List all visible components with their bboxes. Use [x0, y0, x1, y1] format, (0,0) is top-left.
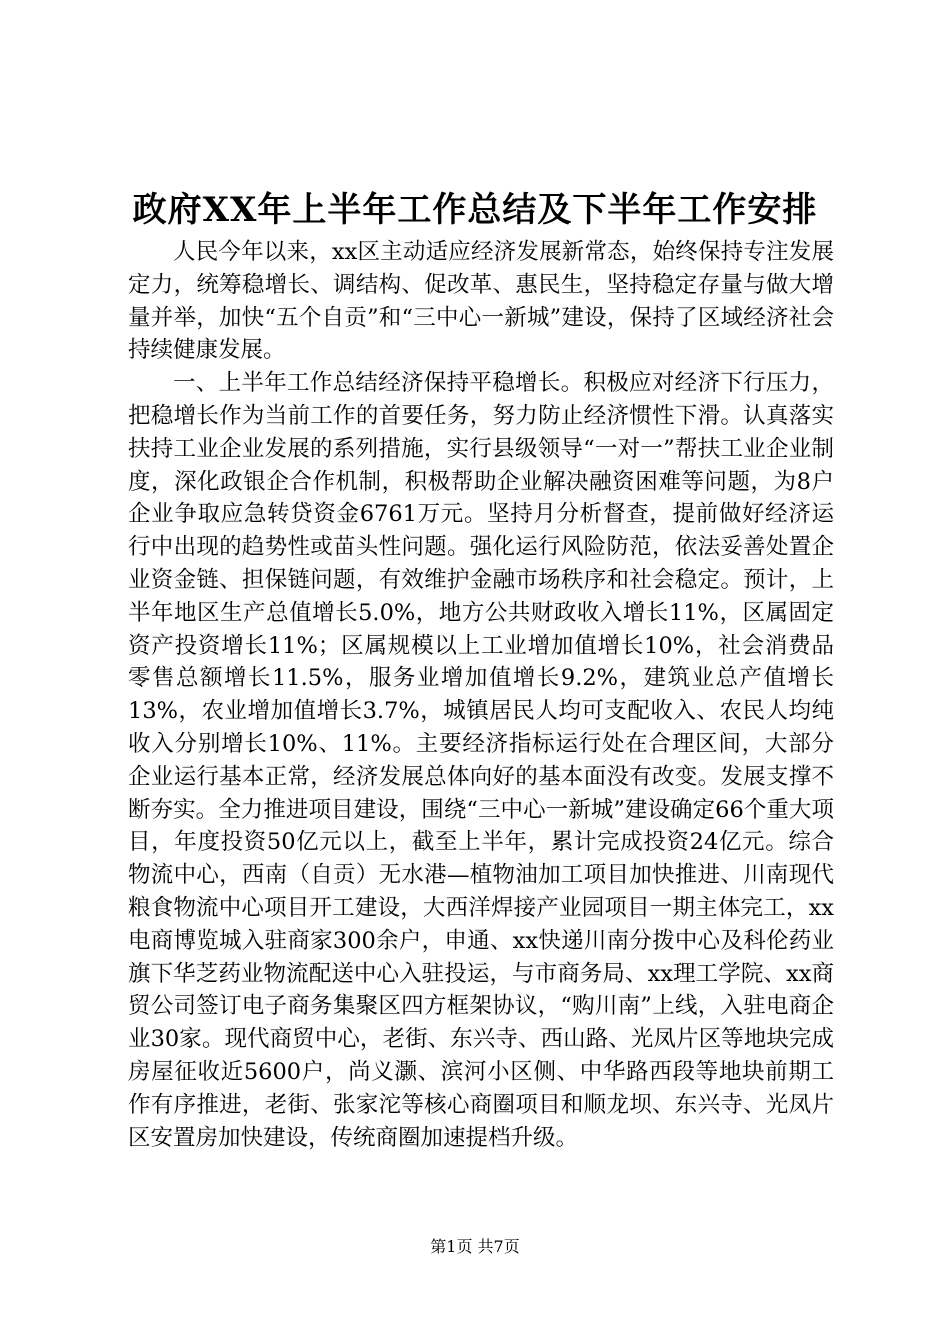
- document-title: 政府XX年上半年工作总结及下半年工作安排: [132, 190, 818, 230]
- intro-paragraph: 人民今年以来，xx区主动适应经济发展新常态，始终保持专注发展定力，统筹稳增长、调结构、促改革、惠民生，坚持稳定存量与做大增量并举，加快“五个自贡”和“三中心一新城”建设，保持了区域经济社会持续健康发展。: [128, 239, 834, 364]
- page-number: 第1页 共7页: [430, 1237, 520, 1256]
- document-body: [128, 236, 834, 1154]
- summary-paragraph: 一、上半年工作总结经济保持平稳增长。积极应对经济下行压力，把稳增长作为当前工作的首要任务，努力防止经济惯性下滑。认真落实扶持工业企业发展的系列措施，实行县级领导“一对一”帮扶工业企业制度，深化政银企合作机制，积极帮助企业解决融资困难等问题，为8户企业争取应急转贷资金6761万元。坚持月分析督查，提前做好经济运行中出现的趋势性或苗头性问题。强化运行风险防范，依法妥善处置企业资金链、担保链问题，有效维护金融市场秩序和社会稳定。预计，上半年地区生产总值增长5.0%，地方公共财政收入增长11%，区属固定资产投资增长11%；区属规模以上工业增加值增长10%，社会消费品零售总额增长11.5%，服务业增加值增长9.2%，建筑业总产值增长13%，农业增加值增长3.7%，城镇居民人均可支配收入、农民人均纯收入分别增长10%、11%。主要经济指标运行处在合理区间，大部分企业运行基本正常，经济发展总体向好的基本面没有改变。发展支撑不断夯实。全力推进项目建设，围绕“三中心一新城”建设确定66个重大项目，年度投资50亿元以上，截至上半年，累计完成投资24亿元。综合物流中心，西南（自贡）无水港—植物油加工项目加快推进、川南现代粮食物流中心项目开工建设，大西洋焊接产业园项目一期主体完工，xx电商博览城入驻商家300余户，申通、xx快递川南分拨中心及科伦药业旗下华芝药业物流配送中心入驻投运，与市商务局、xx理工学院、xx商贸公司签订电子商务集聚区四方框架协议，“购川南”上线，入驻电商企业30家。现代商贸中心，老街、东兴寺、西山路、光凤片区等地块完成房屋征收近5600户，尚义灏、滨河小区侧、中华路西段等地块前期工作有序推进，老街、张家沱等核心商圈项目和顺龙坝、东兴寺、光凤片区安置房加快建设，传统商圈加速提档升级。: [128, 370, 834, 1151]
